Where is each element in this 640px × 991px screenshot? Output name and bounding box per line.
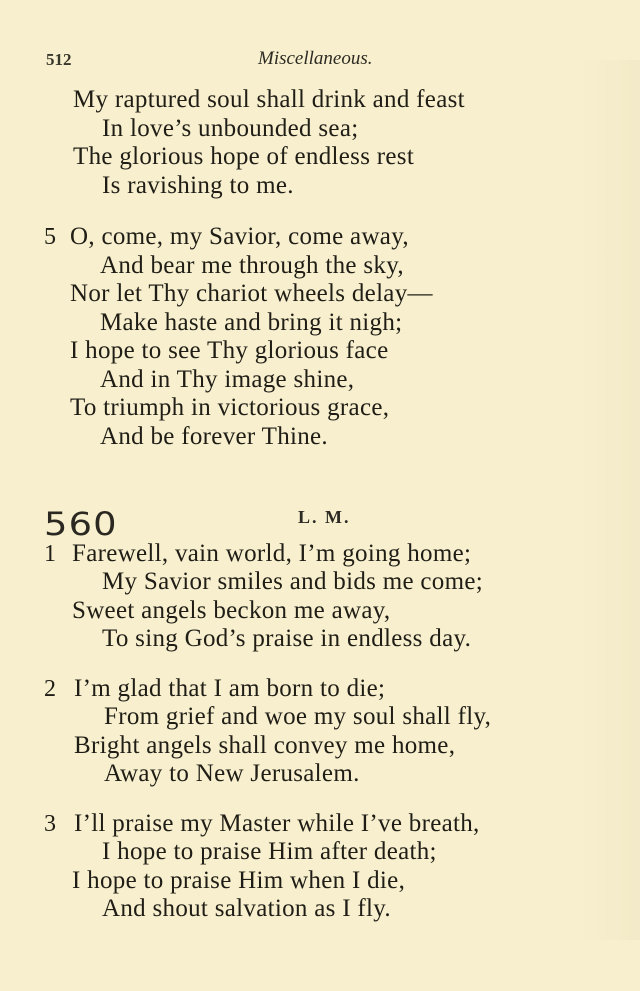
verse-line: And shout salvation as I fly. [102, 895, 391, 922]
verse-line: Bright angels shall convey me home, [74, 732, 456, 759]
verse-line: Away to New Jerusalem. [104, 760, 360, 787]
verse-line: I hope to see Thy glorious face [70, 337, 389, 364]
hymn-meter: L. M. [298, 507, 351, 527]
hymn-number: 560 [44, 505, 118, 543]
verse-line: Sweet angels beckon me away, [72, 597, 391, 624]
stanza-number: 3 [44, 811, 56, 837]
verse-line: Is ravishing to me. [102, 172, 294, 199]
stanza-number: 5 [44, 224, 56, 250]
verse-line: Make haste and bring it nigh; [100, 309, 403, 336]
verse-line: The glorious hope of endless rest [73, 143, 415, 170]
verse-line: To triumph in victorious grace, [70, 394, 390, 421]
verse-line: I’ll praise my Master while I’ve breath, [74, 810, 480, 837]
stanza-number: 2 [44, 676, 56, 702]
verse-line: Farewell, vain world, I’m going home; [72, 540, 472, 567]
stanza-number: 1 [44, 541, 56, 567]
running-head: Miscellaneous. [258, 48, 373, 69]
verse-line: And in Thy image shine, [100, 366, 355, 393]
verse-line: And bear me through the sky, [100, 252, 404, 279]
verse-line: To sing God’s praise in endless day. [102, 625, 472, 652]
verse-line: My raptured soul shall drink and feast [73, 86, 465, 113]
verse-line: My Savior smiles and bids me come; [102, 568, 483, 595]
verse-line: In love’s unbounded sea; [102, 115, 359, 142]
verse-line: And be forever Thine. [100, 423, 328, 450]
page-number: 512 [46, 50, 72, 69]
show-through-shadow [580, 60, 640, 940]
verse-line: Nor let Thy chariot wheels delay— [70, 280, 433, 307]
verse-line: I hope to praise Him after death; [102, 838, 437, 865]
verse-line: From grief and woe my soul shall fly, [104, 703, 492, 730]
verse-line: O, come, my Savior, come away, [70, 223, 409, 250]
verse-line: I hope to praise Him when I die, [72, 867, 406, 894]
verse-line: I’m glad that I am born to die; [74, 675, 386, 702]
